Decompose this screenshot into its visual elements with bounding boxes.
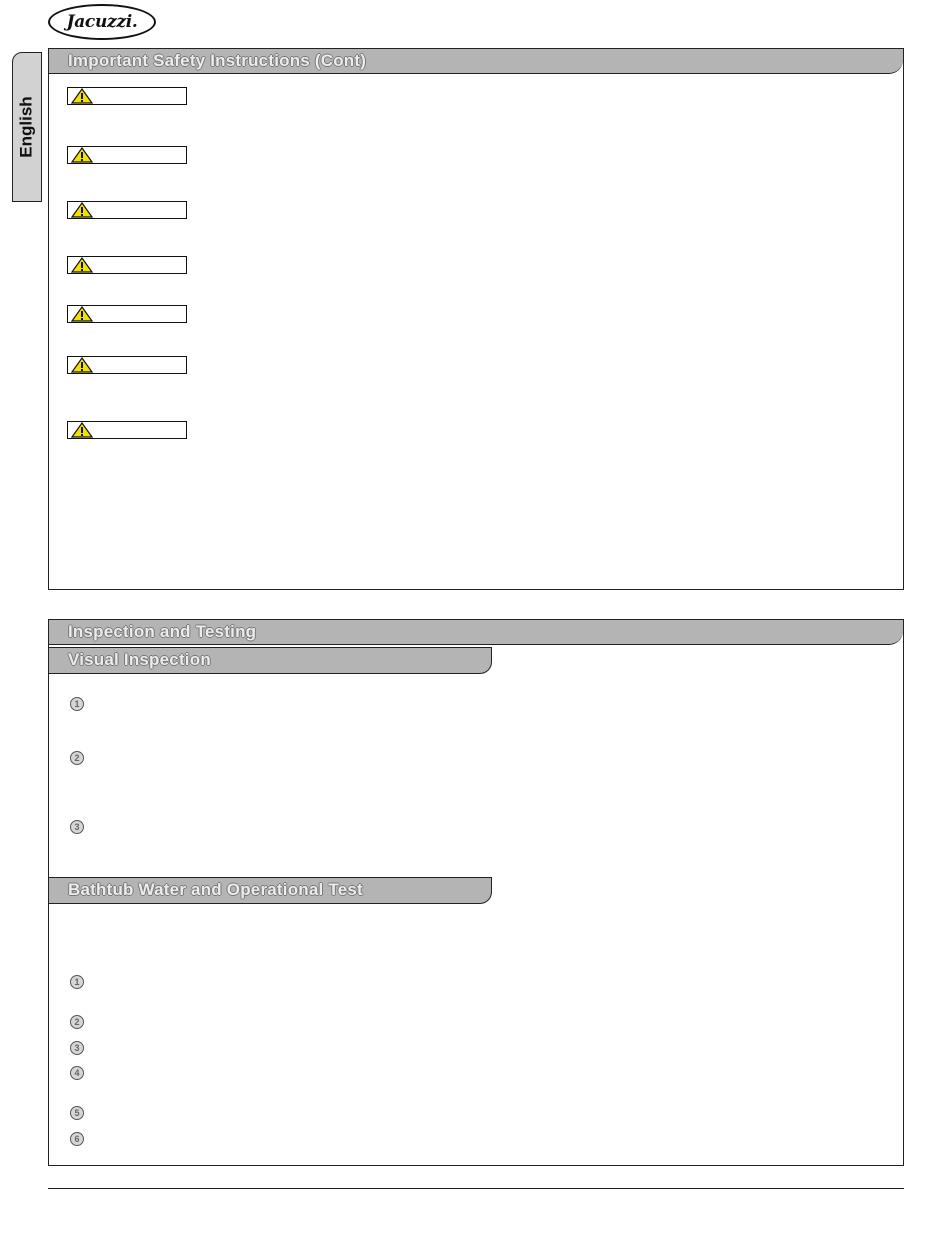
step-5-icon: 5 [70, 1106, 84, 1120]
warning-label-6 [67, 356, 187, 374]
warning-label-2 [67, 146, 187, 164]
footer-rule [48, 1188, 904, 1189]
warning-triangle-icon [71, 257, 93, 273]
logo-mark: . [131, 12, 138, 32]
warning-label-7 [67, 421, 187, 439]
step-1-icon: 1 [70, 975, 84, 989]
safety-header-bar [49, 49, 903, 74]
visual-inspection-header [49, 647, 492, 674]
logo-text: Jacuzzi [66, 12, 132, 32]
warning-label-4 [67, 256, 187, 274]
language-tab [12, 52, 42, 202]
safety-instructions-panel [48, 48, 904, 590]
warning-triangle-icon [71, 306, 93, 322]
warning-triangle-icon [71, 88, 93, 104]
warning-label-1 [67, 87, 187, 105]
step-4-icon: 4 [70, 1066, 84, 1080]
safety-section-title: Important Safety Instructions (Cont) [68, 51, 367, 70]
inspection-testing-panel [48, 619, 904, 1166]
step-3-icon: 3 [70, 820, 84, 834]
step-1-icon: 1 [70, 697, 84, 711]
inspection-header-bar [49, 620, 903, 645]
step-3-icon: 3 [70, 1041, 84, 1055]
bathtub-test-header [49, 877, 492, 904]
warning-label-3 [67, 201, 187, 219]
bathtub-test-title: Bathtub Water and Operational Test [68, 880, 363, 899]
warning-label-5 [67, 305, 187, 323]
step-2-icon: 2 [70, 751, 84, 765]
warning-triangle-icon [71, 422, 93, 438]
step-6-icon: 6 [70, 1132, 84, 1146]
warning-triangle-icon [71, 357, 93, 373]
warning-triangle-icon [71, 147, 93, 163]
inspection-section-title: Inspection and Testing [68, 622, 257, 641]
visual-inspection-title: Visual Inspection [68, 650, 211, 669]
warning-triangle-icon [71, 202, 93, 218]
step-2-icon: 2 [70, 1015, 84, 1029]
language-tab-label: English [17, 96, 36, 158]
jacuzzi-logo [48, 4, 156, 40]
